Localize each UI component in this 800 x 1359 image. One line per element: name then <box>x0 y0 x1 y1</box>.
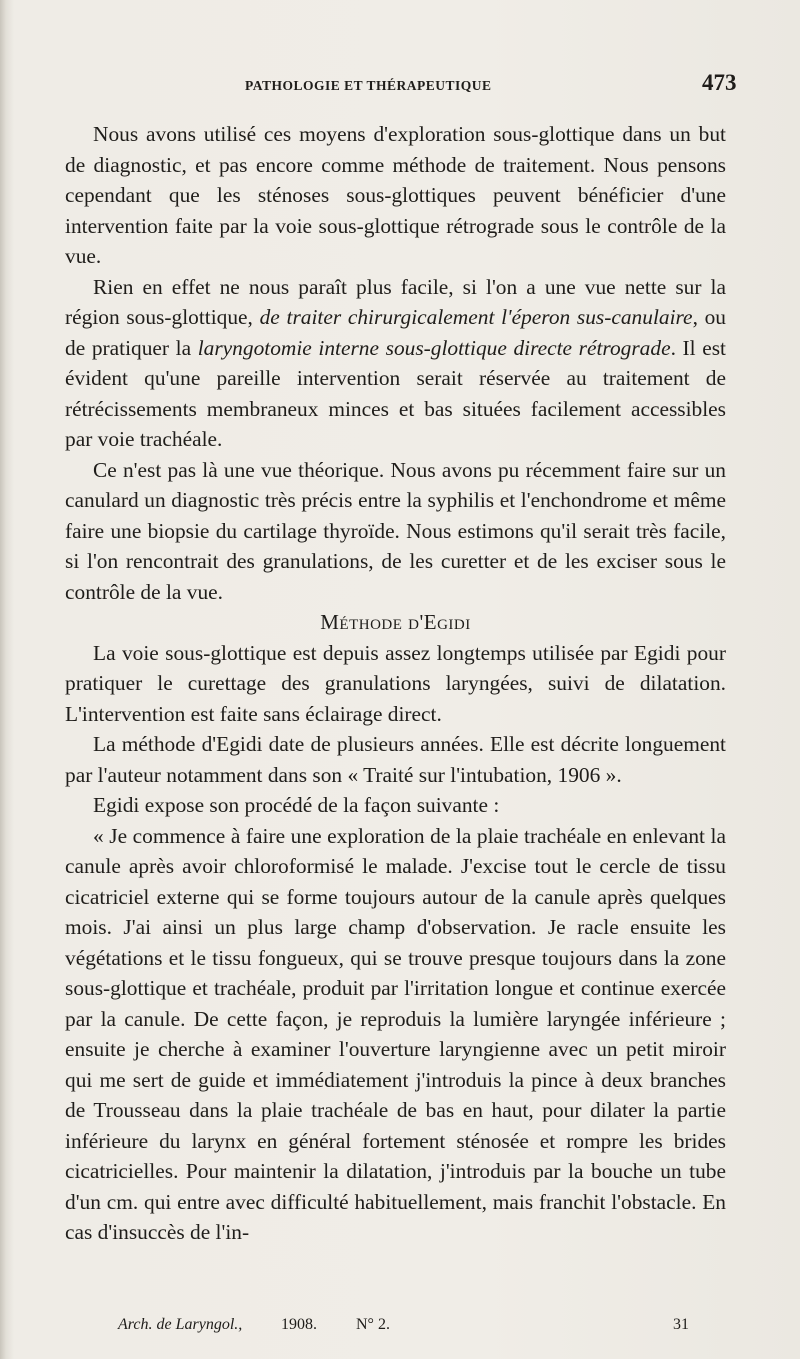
paragraph-1: Nous avons utilisé ces moyens d'exploration sous-glottique dans un but de diagnostic, et pas encore comme méthode de traitement. Nous pensons cependant que les sténoses sous-glottiques peuvent bénéficier d'une intervention faite par la voie sous-glottique rétrograde sous le contrôle de la vue. <box>65 122 726 268</box>
section-heading: Méthode d'Egidi <box>320 610 471 634</box>
paragraph-2-italic-b: laryngotomie interne sous-glottique directe rétrograde <box>197 335 671 360</box>
paragraph-2-text-b: , ou de pratiquer la <box>65 305 726 360</box>
footer-year: 1908. <box>281 1316 317 1333</box>
footer-issue: N° 2. <box>356 1316 390 1333</box>
paragraph-2 <box>65 272 726 455</box>
paragraph-4: La voie sous-glottique est depuis assez longtemps utilisée par Egidi pour pratiquer le curettage des granulations laryngées, suivi de dilatation. L'intervention est faite sans éclairage direct. <box>65 640 726 726</box>
paragraph-2-text-a: Rien en effet ne nous paraît plus facile, si l'on a une vue nette sur la région sous-glottique, <box>65 274 726 329</box>
paragraph-7: « Je commence à faire une exploration de la plaie trachéale en enlevant la canule après avoir chloroformisé le malade. J'excise tout le cercle de tissu cicatriciel externe qui se forme toujours autour de la canule après quelques mois. J'ai ainsi un plus large champ d'observation. Je racle ensuite les végétations et le tissu fongueux, qui se trouve presque toujours dans la zone sous-glottique et trachéale, produit par l'irritation longue et continue exercée par la canule. De cette façon, je reproduis la lumière laryngée inférieure ; ensuite je cherche à examiner l'ouverture laryngienne avec un petit miroir qui me sert de guide et immédiatement j'introduis la pince à deux branches de Trousseau dans la plaie trachéale de bas en haut, pour dilater la partie inférieure du larynx en général fortement sténosée et rompre les brides cicatricielles. Pour maintenir la dilatation, j'introduis par la bouche un tube d'un cm. qui entre avec difficulté habituellement, mais franchit l'obstacle. En cas d'insuccès de l'in- <box>65 823 726 1244</box>
page-number: 473 <box>702 70 737 95</box>
footer-signature-mark: 31 <box>673 1316 689 1333</box>
paragraph-2-italic-a: de traiter chirurgicalement l'éperon sus-canulaire <box>259 305 693 329</box>
body-text <box>65 119 726 1248</box>
paragraph-6: Egidi expose son procédé de la façon suivante : <box>93 793 500 817</box>
page-footer <box>118 1316 718 1340</box>
page-header <box>0 68 800 108</box>
running-title: PATHOLOGIE ET THÉRAPEUTIQUE <box>245 78 492 93</box>
footer-journal: Arch. de Laryngol., <box>118 1316 243 1333</box>
paragraph-5: La méthode d'Egidi date de plusieurs années. Elle est décrite longuement par l'auteur notamment dans son « Traité sur l'intubation, 1906 ». <box>65 732 726 787</box>
paragraph-3: Ce n'est pas là une vue théorique. Nous avons pu récemment faire sur un canulard un diagnostic très précis entre la syphilis et l'enchondrome et même faire une biopsie du cartilage thyroïde. Nous estimons qu'il serait très facile, si l'on rencontrait des granulations, de les curetter et de les exciser sous le contrôle de la vue. <box>65 457 726 604</box>
paragraph-2-text-c: . Il est évident qu'une pareille intervention serait réservée au traitement de rétrécissements membraneux minces et bas situées facilement accessibles par voie trachéale. <box>65 335 727 451</box>
